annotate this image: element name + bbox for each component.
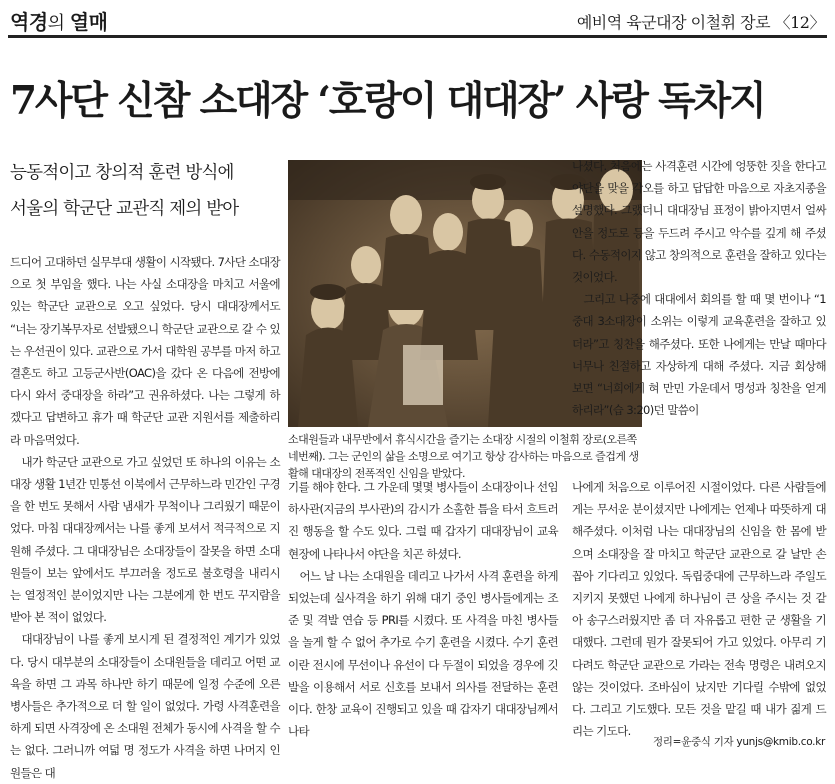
paragraph: 어느 날 나는 소대원을 데리고 나가서 사격 훈련을 하게 되었는데 실사격을 하기 위해 대기 중인 병사들에게는 조준 및 격발 연습 등 PRI를 시켰다. 또 사격을 마친 병사들을 놀게 할 수 없어 추가로 수기 훈련을 시켰다. 수기 훈련이란 전시에 무선이나 유선이 다 두절이 되었을 경우에 깃발을 이용해서 서로 신호를 보내서 의사를 전달하는 훈련이다. 한창 교육이 진행되고 있을 때 갑자기 대대장님께서 나타 [288,568,558,739]
paragraph: 기를 해야 한다. 그 가운데 몇몇 병사들이 소대장이나 선임 하사관(지금의 부사관)의 감시가 소홀한 틈을 타서 흐트러진 행동을 할 수도 있다. 그럴 때 갑자기 대대장님이 교육 현장에 나타나서 야단을 치곤 하셨다. [288,480,558,561]
series-title: 역경의 열매 [10,10,108,34]
paragraph: 나에게 처음으로 이루어진 시절이었다. 다른 사람들에게는 무서운 분이셨지만 나에게는 언제나 따뜻하게 대해주셨다. 이처럼 나는 대대장님의 신임을 한 몸에 받으며 소대장을 잘 마치고 학군단 교관으로 갈 날만 손꼽아 기다리고 있었다. 독립중대에 근무하느라 주일도 지키지 못했던 나에게 하나님이 큰 상을 주시는 것 같아 송구스러웠지만 좀 더 자유롭고 편한 군 생활을 기대했다. 그런데 뭔가 잘못되어 가고 있었다. 아무리 기다려도 학군단 교관으로 가라는 전속 명령은 내려오지 않는 것이었다. 조바심이 났지만 기다릴 수밖에 없었다. 그리고 기도했다. 모든 것을 맡길 때 내가 짊게 드리는 기도다. [572,480,826,739]
series-header [8,4,827,38]
byline: 정리=윤중식 기자 yunjs@kmib.co.kr [652,736,825,748]
paragraph: 그리고 나중에 대대에서 회의를 할 때 몇 번이나 “1중대 3소대장이 소위는 이렇게 교육훈련을 잘하고 있더라”고 칭찬을 해주셨다. 또한 나에게는 만날 때마다 너무나 친절하고 자상하게 대해 주셨다. 지금 회상해 보면 “너희에게 혀 만민 가운데서 명성과 칭찬을 얻게 하리라”(습 3:20)던 말씀이 [572,292,826,418]
subhead: 능동적이고 창의적 훈련 방식에 [10,163,234,183]
headline: 7사단 신참 소대장 ‘호랑이 대대장’ 사랑 독차지 [10,78,765,124]
body-column-3 [572,155,826,421]
series-kicker: 예비역 육군대장 이철휘 장로 〈12〉 [576,13,825,32]
photo-caption: 소대원들과 내무반에서 휴식시간을 즐기는 소대장 시절의 이철휘 장로(오른쪽 네번째). 그는 군인의 삶을 소명으로 여기고 항상 감사하는 마음으로 즐겁게 생활해 대대장의 전폭적인 신임을 받았다. [288,433,639,480]
paragraph: 대대장님이 나를 좋게 보시게 된 결정적인 계기가 있었다. 당시 대부분의 소대장들이 소대원들을 데리고 어떤 교육을 하면 그 과목 하나만 하기 때문에 일정 수준에 오른 병사들은 추가적으로 더 할 일이 없었다. 가령 사격훈련을 하게 되면 사격장에 온 소대원 전체가 동시에 사격을 할 수는 없다. 그러니까 여덟 명 정도가 사격을 하면 나머지 인원들은 대 [10,632,280,780]
paragraph: 나셨다. 처음에는 사격훈련 시간에 엉뚱한 짓을 한다고 야단을 맞을 각오를 하고 답답한 마음으로 자초지종을 설명했다. 그랬더니 대대장님 표정이 밝아지면서 얼싸안을 정도로 등을 두드려 주시고 악수를 깊게 해 주셨다. 수동적이지 않고 창의적으로 훈련을 잘하고 있다는 것이었다. [572,159,826,285]
subheads [10,155,280,227]
body-column-2 [288,476,558,742]
subhead: 서울의 학군단 교관직 제의 받아 [10,199,239,219]
body-column-1 [10,251,280,784]
paragraph: 내가 학군단 교관으로 가고 싶었던 또 하나의 이유는 소대장 생활 1년간 민통선 이북에서 근무하느라 민간인 구경을 한 번도 못해서 사람 냄새가 무척이나 그리웠기 때문이었다. 마침 대대장께서는 나를 좋게 보셔서 적극적으로 지원해 주셨다. 그 대대장님은 소대장들이 잘못을 하면 소대원들이 보는 앞에서도 부끄러울 정도로 불호령을 내리시는 열정적인 분이었지만 나는 그분에게 한 번도 꾸지람을 받아 본 적이 없었다. [10,454,280,625]
paragraph: 드디어 고대하던 실무부대 생활이 시작됐다. 7사단 소대장으로 첫 부임을 했다. 나는 사실 소대장을 마치고 서울에 있는 학군단 교관으로 오고 싶었다. 당시 대대장께서도 “너는 장기복무자로 선발됐으니 학군단 교관으로 갈 수 있는 우선권이 있다. 교관으로 가서 대학원 공부를 마저 하고 결혼도 하고 고등군사반(OAC)을 갔다 온 다음에 전방에 다시 와서 중대장을 하라”고 권유하셨다. 나는 그렇게 하겠다고 답변하고 휴가 때 학군단 교관 지원서를 제출하리라 마음먹었다. [10,255,280,447]
body-column-3-bottom [572,476,826,742]
